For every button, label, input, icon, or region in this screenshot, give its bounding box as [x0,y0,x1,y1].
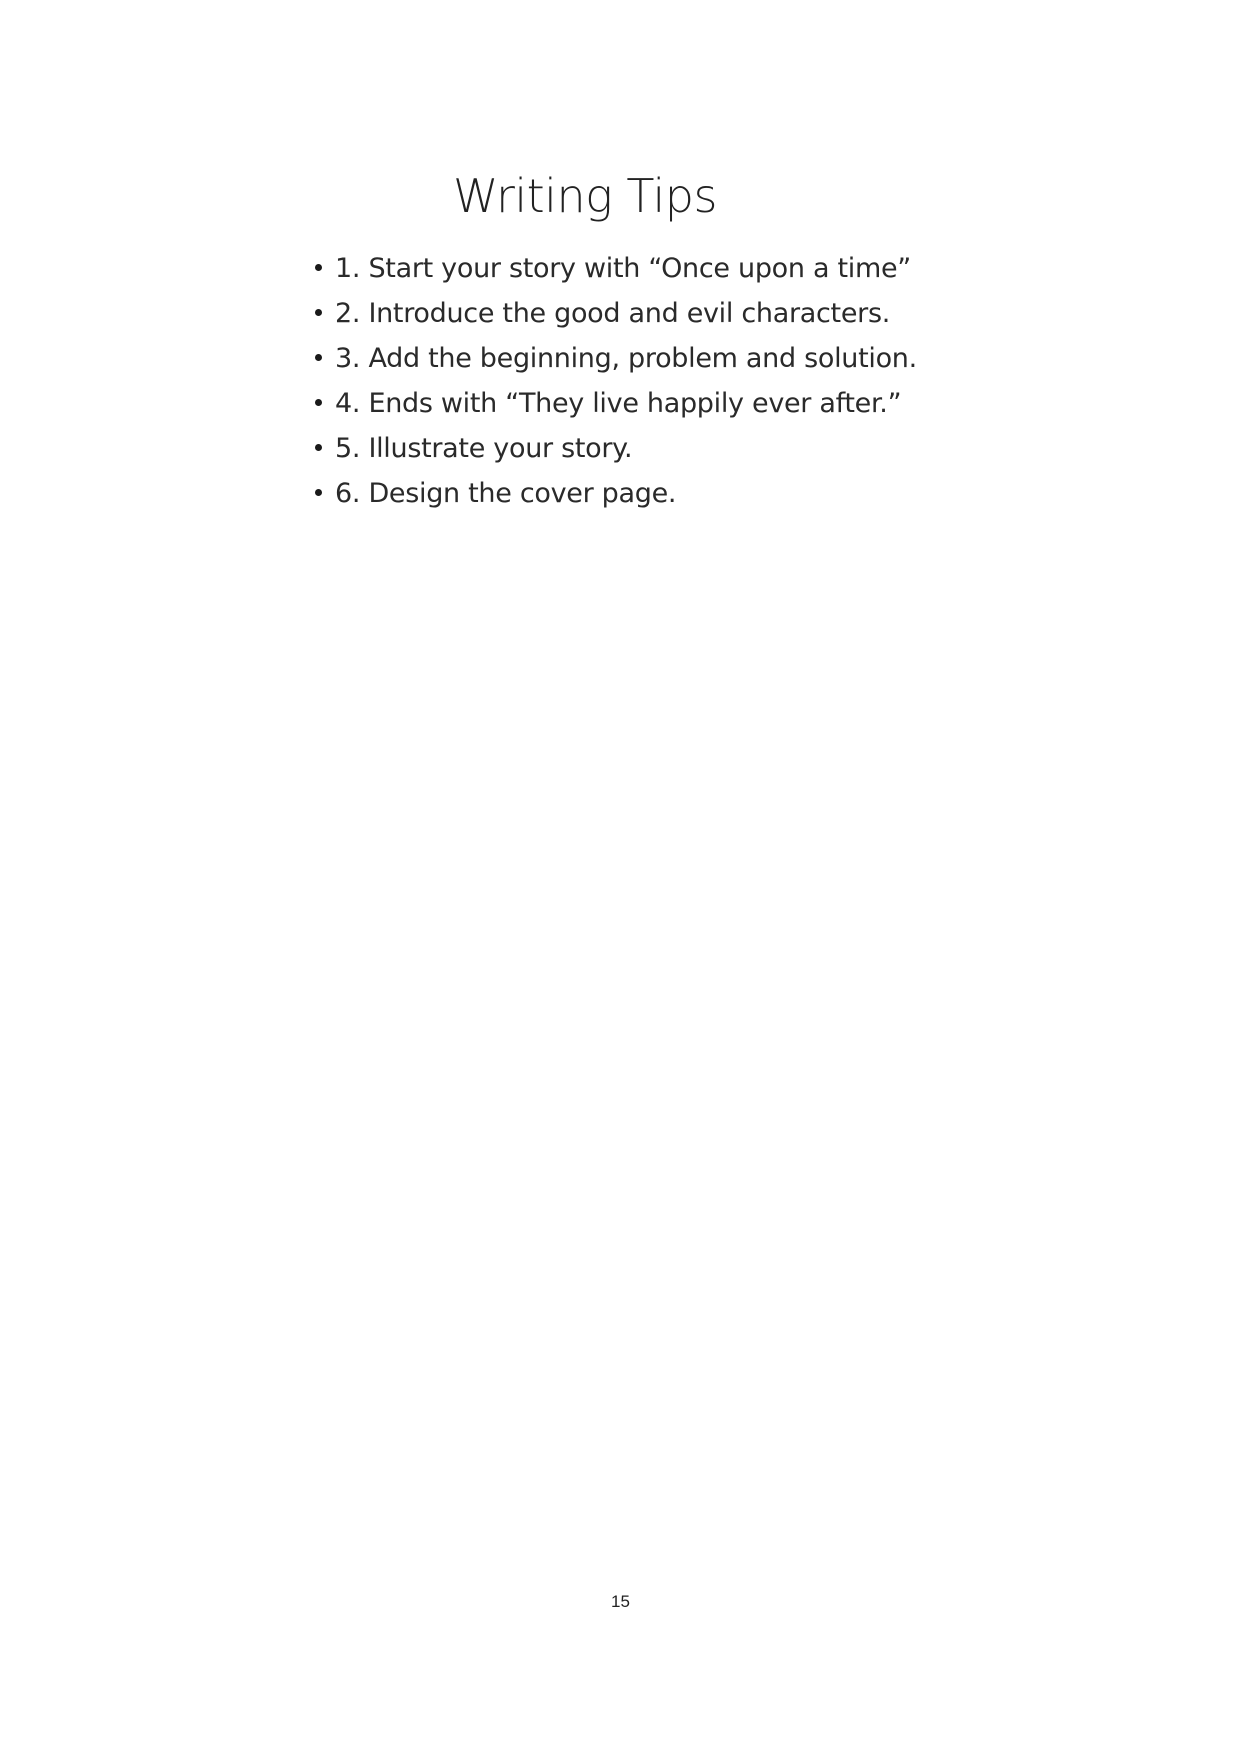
bullet-icon [315,309,322,316]
page-title: Writing Tips [453,169,717,223]
bullet-icon [315,489,322,496]
list-item [315,426,1075,471]
writing-tips-list [315,246,1075,516]
tip-text: 4. Ends with “They live happily ever after.” [335,388,902,419]
tip-text: 5. Illustrate your story. [335,433,633,464]
list-item [315,471,1075,516]
bullet-icon [315,444,322,451]
list-item [315,246,1075,291]
bullet-icon [315,264,322,271]
bullet-icon [315,399,322,406]
page-number: 15 [611,1592,630,1611]
tip-text: 3. Add the beginning, problem and solution. [335,343,917,374]
tip-text: 2. Introduce the good and evil characters. [335,298,891,329]
tip-text: 1. Start your story with “Once upon a time” [335,253,911,284]
list-item [315,291,1075,336]
bullet-icon [315,354,322,361]
list-item [315,336,1075,381]
tip-text: 6. Design the cover page. [335,478,677,509]
list-item [315,381,1075,426]
